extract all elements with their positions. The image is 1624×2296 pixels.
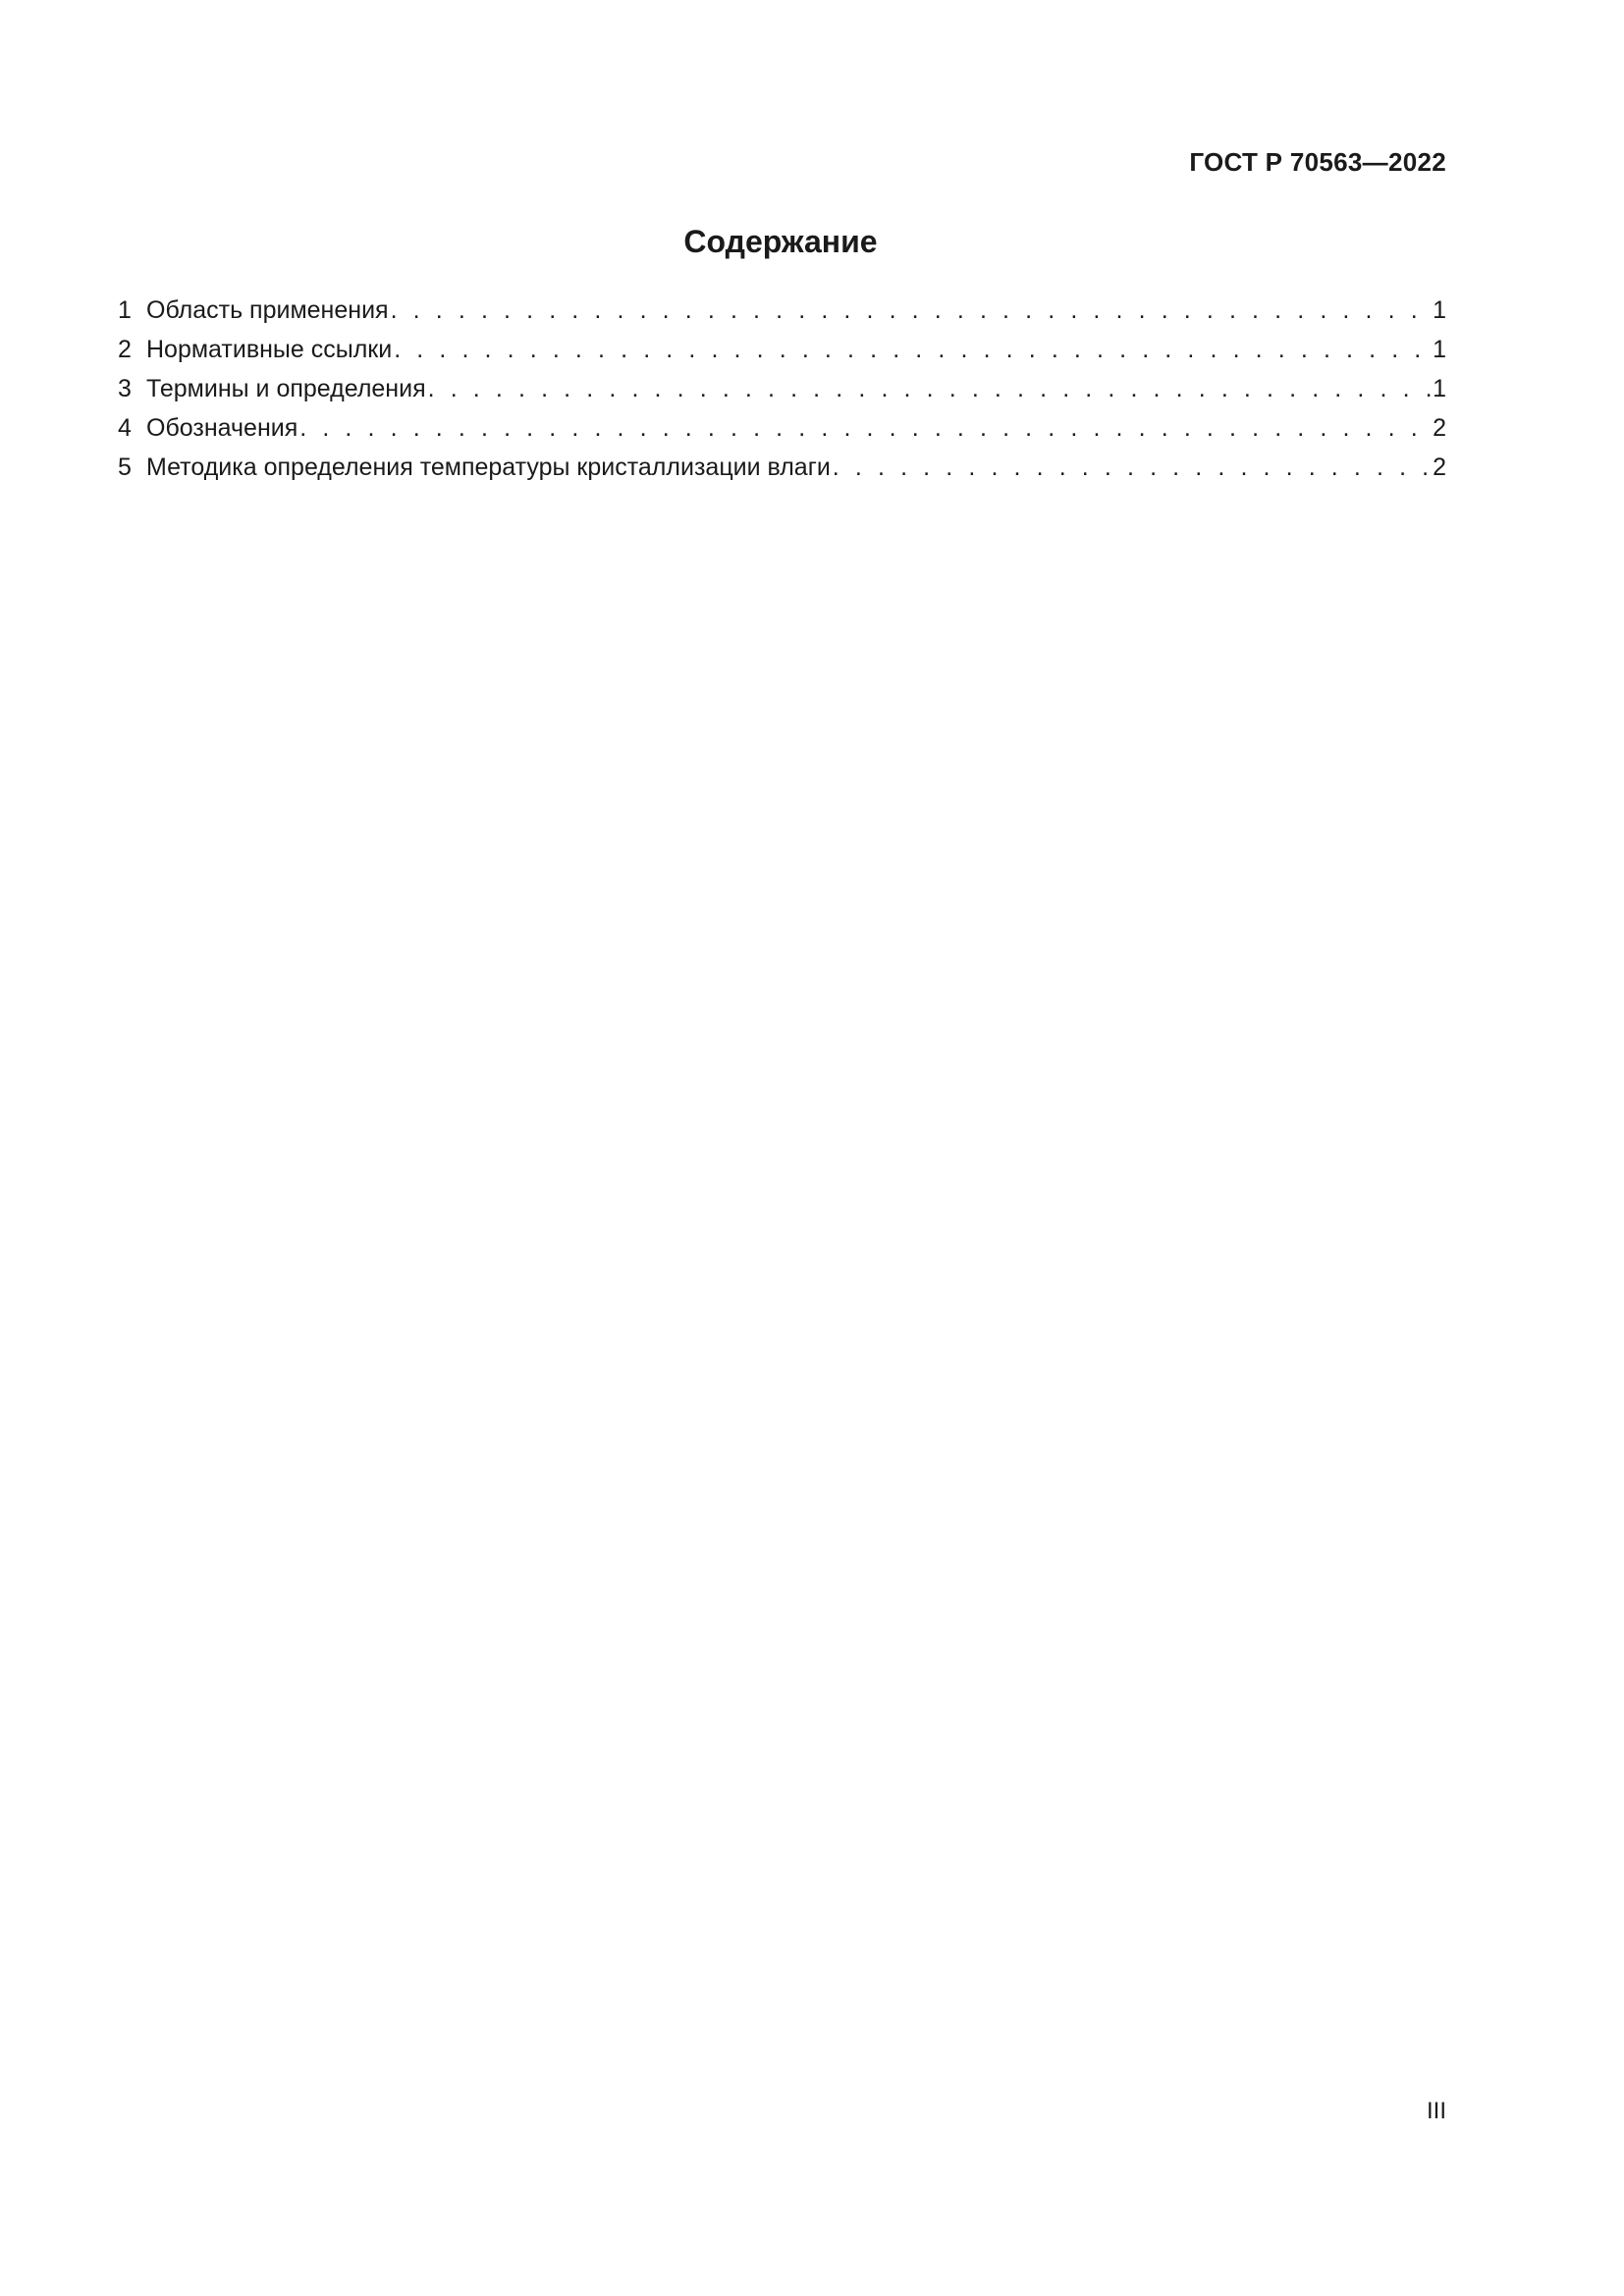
toc-entry-title: Нормативные ссылки <box>146 336 393 363</box>
toc-entry-number: 4 <box>118 414 132 442</box>
toc-entry-symbols[interactable] <box>118 408 1446 448</box>
toc-leader-dots <box>394 330 1431 369</box>
toc-entry-title: Обозначения <box>146 414 298 442</box>
table-of-contents <box>118 291 1446 487</box>
toc-entry-page: 1 <box>1433 296 1446 324</box>
document-code: ГОСТ Р 70563—2022 <box>1189 147 1446 177</box>
toc-entry-number: 1 <box>118 296 132 324</box>
toc-entry-title: Методика определения температуры кристаллизации влаги <box>146 454 831 481</box>
toc-leader-dots <box>833 448 1431 487</box>
toc-entry-scope[interactable] <box>118 291 1446 330</box>
toc-entry-method[interactable] <box>118 448 1446 487</box>
toc-entry-page: 2 <box>1433 454 1446 481</box>
toc-entry-page: 1 <box>1433 336 1446 363</box>
toc-entry-terms-definitions[interactable] <box>118 369 1446 408</box>
toc-entry-page: 2 <box>1433 414 1446 442</box>
toc-entry-number: 3 <box>118 375 132 402</box>
toc-leader-dots <box>299 408 1431 448</box>
toc-leader-dots <box>428 369 1431 408</box>
page-number: III <box>1426 2098 1446 2124</box>
toc-leader-dots <box>391 291 1432 330</box>
toc-entry-title: Термины и определения <box>146 375 426 402</box>
toc-title: Содержание <box>683 224 878 259</box>
toc-entry-number: 5 <box>118 454 132 481</box>
toc-entry-normative-references[interactable] <box>118 330 1446 369</box>
toc-entry-number: 2 <box>118 336 132 363</box>
toc-entry-page: 1 <box>1433 375 1446 402</box>
toc-entry-title: Область применения <box>146 296 389 324</box>
